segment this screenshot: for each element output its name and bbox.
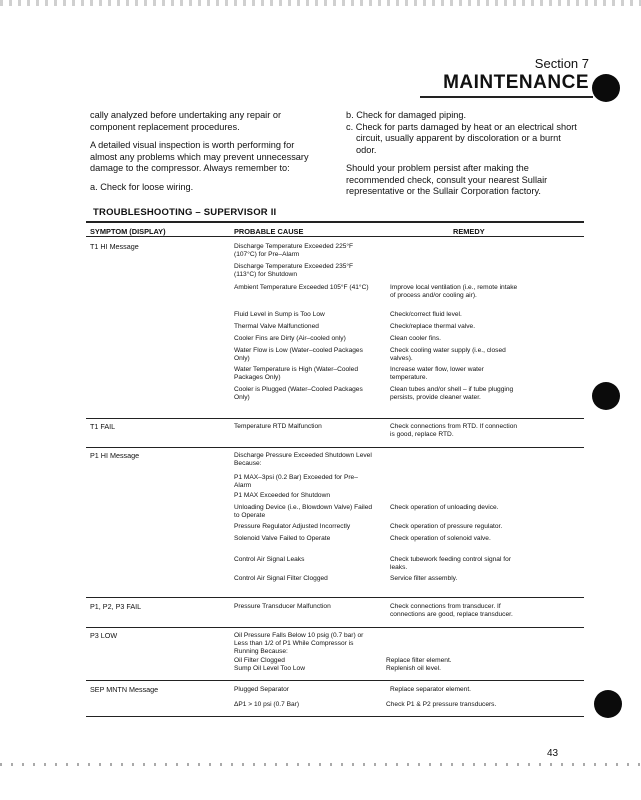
cause-cell: Pressure Transducer Malfunction (234, 603, 331, 610)
punch-hole-middle (592, 382, 620, 410)
cause-cell: Control Air Signal Leaks (234, 556, 305, 563)
remedy-cell: Check tubework feeding control signal for leaks. (390, 556, 511, 571)
remedy-cell: Check cooling water supply (i.e., closed valves). (390, 347, 506, 362)
remedy-cell: Service filter assembly. (390, 575, 458, 582)
row-divider (86, 597, 584, 598)
cause-cell: Unloading Device (i.e., Blowdown Valve) Failed to Operate (234, 504, 373, 519)
remedy-cell: Increase water flow, lower water temperature. (390, 366, 484, 381)
remedy-cell: Improve local ventilation (i.e., remote intake of process and/or cooling air). (390, 284, 518, 299)
intro-paragraph: cally analyzed before undertaking any repair or component replacement procedures. (90, 110, 282, 132)
section-title: MAINTENANCE (443, 72, 589, 93)
row-divider (86, 680, 584, 681)
cause-cell: Pressure Regulator Adjusted Incorrectly (234, 523, 351, 530)
remedy-cell: Check P1 & P2 pressure transducers. (386, 701, 497, 708)
cause-cell: Discharge Temperature Exceeded 235°F (113°C) for Shutdown (234, 263, 354, 278)
remedy-cell: Check connections from transducer. If connections are good, replace transducer. (390, 603, 513, 618)
cause-cell: Water Temperature is High (Water–Cooled Packages Only) (234, 366, 358, 381)
cause-cell: Cooler Fins are Dirty (Air–cooled only) (234, 335, 346, 342)
remedy-cell: Check/correct fluid level. (390, 311, 462, 318)
cause-cell: Temperature RTD Malfunction (234, 423, 322, 430)
symptom-p-fail: P1, P2, P3 FAIL (90, 602, 142, 611)
table-bottom-rule (86, 716, 584, 717)
remedy-cell: Replenish oil level. (386, 665, 441, 672)
scan-bottom-artifact (0, 763, 641, 766)
page-number: 43 (547, 748, 559, 759)
symptom-p1-hi: P1 HI Message (90, 451, 140, 460)
table-header-rule (86, 236, 584, 237)
checklist-item-a: a. Check for loose wiring. (90, 181, 194, 192)
remedy-cell: Check/replace thermal valve. (390, 323, 476, 330)
row-divider (86, 418, 584, 419)
table-top-rule (86, 221, 584, 223)
header-rule (420, 96, 593, 98)
cause-cell: Oil Pressure Falls Below 10 psig (0.7 bar) or Less than 1/2 of P1 While Compressor is Running Because: (234, 632, 364, 655)
section-header (443, 56, 589, 94)
remedy-cell: Check operation of pressure regulator. (390, 523, 503, 530)
header-remedy: REMEDY (453, 227, 485, 236)
cause-cell: Ambient Temperature Exceeded 105°F (41°C) (234, 284, 369, 291)
remedy-cell: Replace separator element. (390, 686, 472, 693)
remedy-cell: Clean tubes and/or shell – if tube plugging persists, provide cleaner water. (390, 386, 514, 401)
cause-cell: P1 MAX Exceeded for Shutdown (234, 492, 331, 499)
remedy-cell: Check operation of solenoid valve. (390, 535, 491, 542)
cause-cell: Solenoid Valve Failed to Operate (234, 535, 331, 542)
cause-cell: Thermal Valve Malfunctioned (234, 323, 319, 330)
intro-left-column (90, 110, 322, 193)
remedy-cell: Check operation of unloading device. (390, 504, 499, 511)
cause-cell: Control Air Signal Filter Clogged (234, 575, 328, 582)
row-divider (86, 447, 584, 448)
punch-hole-top (592, 74, 620, 102)
remedy-cell: Check connections from RTD. If connection is good, replace RTD. (390, 423, 518, 438)
cause-cell: ΔP1 > 10 psi (0.7 Bar) (234, 701, 300, 708)
scan-edge-artifact (0, 0, 641, 6)
cause-cell: Oil Filter Clogged (234, 657, 285, 664)
intro-paragraph: A detailed visual inspection is worth performing for almost any problems which may prevent unnecessary damage to the compressor. Always remember to: (90, 140, 309, 173)
symptom-sep-mntn: SEP MNTN Message (90, 685, 159, 694)
section-label: Section 7 (534, 56, 589, 71)
punch-hole-bottom (594, 690, 622, 718)
symptom-t1-fail: T1 FAIL (90, 422, 116, 431)
cause-cell: P1 MAX–3psi (0.2 Bar) Exceeded for Pre–Alarm (234, 474, 358, 489)
remedy-cell: Replace filter element. (386, 657, 452, 664)
cause-cell: Sump Oil Level Too Low (234, 665, 305, 672)
intro-paragraph: Should your problem persist after making the recommended check, consult your nearest Sullair representative or the Sullair Corporation factory. (346, 163, 548, 196)
cause-cell: Plugged Separator (234, 686, 289, 693)
remedy-cell: Clean cooler fins. (390, 335, 441, 342)
cause-cell: Discharge Pressure Exceeded Shutdown Level Because: (234, 452, 372, 467)
cause-cell: Fluid Level in Sump is Too Low (234, 311, 325, 318)
row-divider (86, 627, 584, 628)
cause-cell: Discharge Temperature Exceeded 225°F (107°C) for Pre–Alarm (234, 243, 354, 258)
header-symptom: SYMPTOM (DISPLAY) (90, 227, 166, 236)
checklist-item-b: b. Check for damaged piping. (346, 110, 467, 120)
cause-cell: Cooler is Plugged (Water–Cooled Packages Only) (234, 386, 363, 401)
symptom-t1-hi: T1 HI Message (90, 242, 139, 251)
cause-cell: Water Flow is Low (Water–cooled Packages Only) (234, 347, 363, 362)
header-cause: PROBABLE CAUSE (234, 227, 304, 236)
table-title: TROUBLESHOOTING – SUPERVISOR II (93, 207, 277, 218)
checklist-item-c: c. Check for parts damaged by heat or an electrical short circuit, usually apparent by discoloration or a burnt odor. (346, 121, 577, 155)
symptom-p3-low: P3 LOW (90, 631, 118, 640)
intro-right-column (346, 110, 582, 205)
